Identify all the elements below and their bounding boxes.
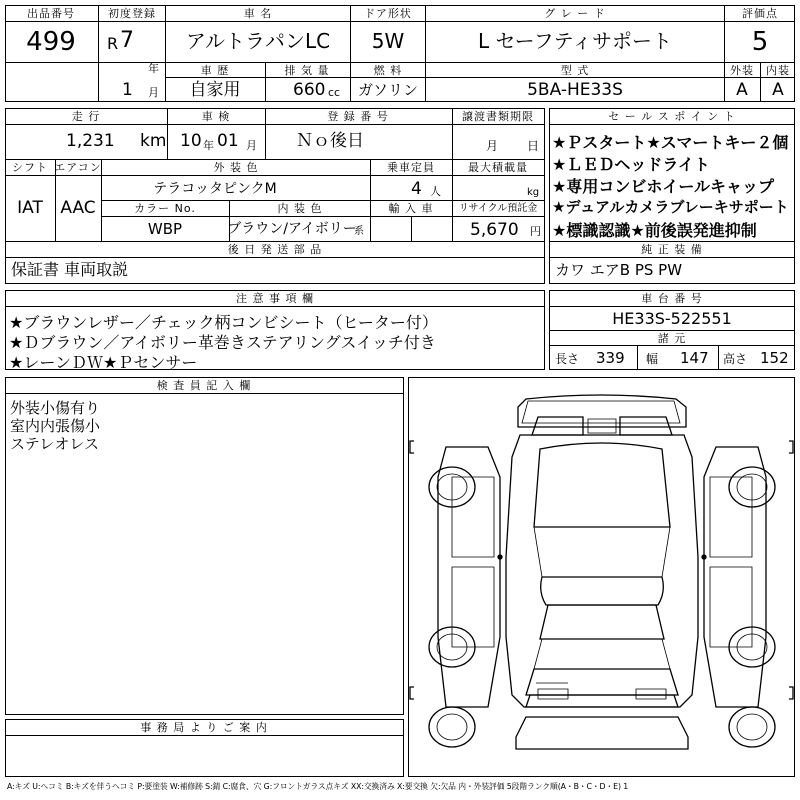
displacement-value: 660	[293, 80, 326, 100]
office-label: 事 務 局 よ り ご 案 内	[140, 721, 268, 734]
divider	[718, 345, 719, 370]
history-label: 車 歴	[200, 64, 230, 77]
int-color-suffix: 系	[354, 226, 364, 237]
chassis-no-label: 車 台 番 号	[641, 292, 703, 305]
list-item: ★専用コンビホイールキャップ	[552, 177, 775, 196]
divider	[165, 5, 166, 62]
divider	[411, 216, 412, 241]
list-item: ★標識認識★前後誤発進抑制	[552, 221, 757, 240]
divider	[5, 306, 545, 307]
score-value: 5	[751, 27, 769, 57]
history-value: 自家用	[189, 80, 241, 100]
divider	[5, 159, 545, 160]
divider	[5, 124, 545, 125]
divider	[549, 241, 795, 242]
divider	[98, 5, 99, 102]
door-value: 5W	[371, 29, 405, 53]
displacement-label: 排 気 量	[284, 64, 330, 77]
divider	[549, 124, 795, 125]
divider	[5, 62, 98, 63]
car-diagram	[408, 377, 795, 777]
transfer-day-unit: 日	[527, 139, 540, 153]
divider	[549, 345, 795, 346]
interior-label: 内装	[766, 64, 790, 77]
divider	[724, 5, 725, 102]
divider	[98, 21, 795, 22]
model-code-label: 型 式	[560, 64, 590, 77]
transfer-month-unit: 月	[486, 139, 499, 153]
car-name-label: 車 名	[243, 7, 273, 20]
list-item: ★ＬＥＤヘッドライト	[552, 155, 710, 174]
divider	[425, 5, 426, 62]
fuel-label: 燃 料	[373, 64, 403, 77]
inspector-notes-list	[10, 397, 100, 451]
shift-label: シフト	[12, 161, 48, 174]
max-load-label: 最大積載量	[468, 161, 528, 174]
aircon-label: エアコン	[54, 161, 102, 174]
divider	[350, 62, 351, 102]
import-label: 輸 入 車	[388, 202, 434, 215]
standard-equipment-value: カワ エアB PS PW	[555, 261, 683, 279]
era-value: R	[107, 34, 119, 53]
grade-value: L セーフティサポート	[477, 29, 673, 53]
aircon-value: AAC	[60, 198, 96, 218]
inspection-month: 01	[217, 131, 239, 151]
month-unit: 月	[148, 86, 159, 99]
list-item: ★Ｄブラウン／アイボリー革巻きステアリングスイッチ付き	[9, 333, 436, 352]
model-code-value: 5BA-HE33S	[527, 80, 623, 100]
divider	[265, 108, 266, 159]
reg-no-label: 登 録 番 号	[327, 110, 389, 123]
mileage-value: 1,231	[66, 131, 115, 151]
later-parts-value: 保証書 車両取説	[11, 260, 129, 279]
list-item: ★Ｐスタート★スマートキー２個	[552, 133, 789, 152]
divider	[167, 108, 168, 159]
inspection-year-unit: 年	[203, 139, 214, 152]
specs-label: 諸 元	[657, 332, 687, 345]
fuel-value: ガソリン	[357, 81, 419, 99]
color-no-value: WBP	[147, 220, 183, 238]
recycle-label: リサイクル預託金	[458, 203, 538, 214]
divider	[101, 200, 545, 201]
divider	[5, 241, 545, 242]
year-unit: 年	[148, 62, 159, 75]
mileage-unit: km	[140, 131, 167, 151]
divider	[350, 5, 351, 62]
exterior-label: 外装	[730, 64, 754, 77]
ext-color-value: テラコッタピンクM	[153, 181, 277, 197]
color-no-label: カラー No.	[134, 202, 196, 215]
length-label: 長さ	[555, 352, 580, 366]
divider	[549, 306, 795, 307]
width-value: 147	[680, 349, 709, 367]
capacity-value: 4	[411, 179, 422, 199]
divider	[370, 159, 371, 241]
mileage-label: 走 行	[71, 110, 101, 123]
later-parts-label: 後 日 発 送 部 品	[227, 243, 323, 256]
divider	[637, 345, 638, 370]
list-item: ★ブラウンレザー／チェック柄コンビシート（ヒーター付）	[9, 313, 438, 332]
year-value: 7	[120, 28, 134, 53]
month-value: 1	[122, 80, 133, 100]
capacity-label: 乗車定員	[387, 161, 435, 174]
inspection-month-unit: 月	[246, 139, 257, 152]
list-item: 室内内張傷小	[10, 417, 101, 435]
legend-text: A:キズ U:ヘコミ B:キズを伴うヘコミ P:要塗装 W:補修跡 S:錆 C:腐食、穴 G:フロントガラス点キズ XX:交換済み X:要交換 欠:欠品 内・外装評価 5段階ランク順(A・B・C・D・E) 1	[7, 782, 629, 791]
inspection-year: 10	[180, 131, 202, 151]
recycle-value: 5,670	[470, 220, 519, 240]
inspection-label: 車 検	[201, 110, 231, 123]
divider	[165, 62, 166, 102]
divider	[5, 257, 545, 258]
door-label: ドア形状	[364, 7, 412, 20]
divider	[5, 175, 545, 176]
height-label: 高さ	[723, 352, 748, 366]
divider	[549, 257, 795, 258]
score-label: 評価点	[742, 7, 778, 20]
divider	[98, 62, 724, 63]
car-name-value: アルトラパンLC	[185, 29, 331, 53]
divider	[265, 62, 266, 102]
divider	[5, 21, 98, 22]
lot-no-label: 出品番号	[27, 7, 75, 20]
grade-label: グ レ ー ド	[544, 7, 606, 20]
divider	[165, 77, 724, 78]
list-item: ★レーンＤＷ★Ｐセンサー	[9, 353, 198, 372]
lot-no-value: 499	[26, 27, 76, 57]
int-color-label: 内 装 色	[277, 202, 323, 215]
sales-points-list	[552, 130, 789, 240]
recycle-unit: 円	[530, 225, 541, 238]
chassis-no-value: HE33S-522551	[612, 309, 732, 328]
divider	[425, 62, 426, 102]
displacement-unit: cc	[328, 86, 341, 99]
capacity-unit: 人	[430, 185, 441, 198]
caution-list	[9, 310, 438, 370]
divider	[452, 108, 453, 241]
inspector-label: 検 査 員 記 入 欄	[156, 379, 252, 392]
divider	[5, 735, 404, 736]
exterior-score-value: A	[736, 80, 748, 100]
int-color-value: ブラウン/アイボリー	[227, 221, 357, 237]
standard-equipment-label: 純 正 装 備	[641, 243, 703, 256]
interior-score-value: A	[772, 80, 784, 100]
length-value: 339	[596, 349, 625, 367]
sales-points-label: セ ー ル ス ポ イ ン ト	[608, 110, 736, 123]
list-item: ★デュアルカメラブレーキサポート	[552, 198, 789, 216]
reg-no-value: Ｎｏ後日	[296, 131, 364, 151]
max-load-unit: kg	[527, 187, 540, 198]
caution-label: 注 意 事 項 欄	[236, 292, 314, 305]
ext-color-label: 外 装 色	[213, 161, 259, 174]
divider	[101, 216, 545, 217]
divider	[5, 393, 404, 394]
transfer-docs-label: 譲渡書類期限	[462, 110, 534, 123]
height-value: 152	[760, 349, 789, 367]
divider	[760, 62, 761, 102]
divider	[549, 330, 795, 331]
shift-value: IAT	[17, 198, 43, 218]
list-item: 外装小傷有り	[10, 399, 101, 417]
first-reg-label: 初度登録	[108, 7, 156, 20]
width-label: 幅	[646, 352, 659, 366]
list-item: ステレオレス	[10, 435, 99, 453]
